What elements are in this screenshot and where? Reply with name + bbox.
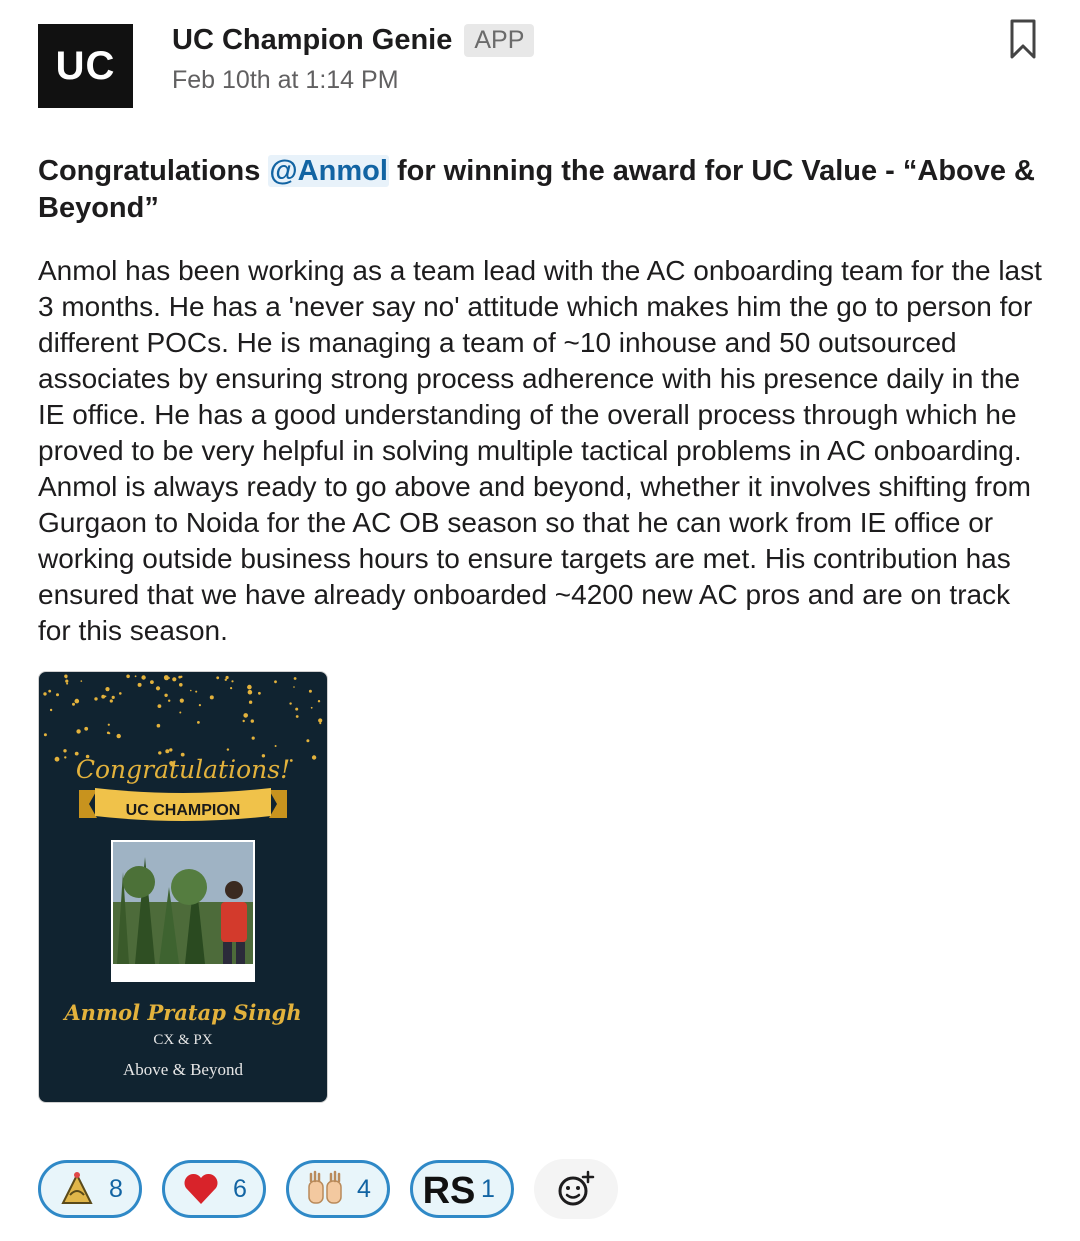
confetti-dot: [258, 692, 261, 695]
confetti-dot: [105, 696, 107, 698]
confetti-dot: [65, 676, 67, 678]
confetti-dot: [225, 679, 227, 681]
confetti-dot: [65, 680, 68, 683]
headline-suffix: for winning the award for UC Value - “Above & Beyond”: [38, 155, 1036, 224]
confetti-dot: [248, 690, 253, 695]
confetti-dot: [164, 675, 169, 680]
confetti-dot: [178, 676, 181, 679]
confetti-dot: [312, 755, 316, 759]
confetti-dot: [94, 697, 97, 700]
confetti-dot: [63, 749, 66, 752]
confetti-dot: [180, 699, 184, 703]
confetti-dot: [157, 724, 161, 728]
sender-name[interactable]: UC Champion Genie: [172, 24, 453, 56]
confetti-dot: [44, 733, 47, 736]
reaction-tada[interactable]: [38, 1160, 142, 1218]
raised-hands-icon: [305, 1169, 345, 1209]
rs-logo-text: RS: [422, 1170, 476, 1212]
confetti-dot: [55, 757, 60, 762]
confetti-dot: [251, 719, 254, 722]
confetti-dot: [101, 695, 105, 699]
confetti-dot: [56, 693, 59, 696]
confetti-dot: [50, 709, 52, 711]
add-emoji-icon: [556, 1169, 596, 1209]
confetti-dot: [190, 690, 192, 692]
confetti-dot: [296, 715, 299, 718]
confetti-dot: [72, 703, 75, 706]
message-headline: [38, 153, 1048, 227]
confetti-dot: [210, 695, 214, 699]
confetti-dot: [126, 675, 130, 679]
confetti-dot: [169, 748, 172, 751]
app-avatar[interactable]: [38, 24, 133, 108]
confetti-dot: [84, 727, 88, 731]
add-reaction-button[interactable]: [534, 1159, 618, 1219]
confetti-dot: [318, 718, 322, 722]
confetti-dot: [158, 704, 162, 708]
card-congrats-text: Congratulations!: [75, 755, 291, 784]
confetti-dot: [108, 724, 110, 726]
confetti-dots: [43, 675, 322, 766]
confetti-dot: [231, 680, 233, 682]
confetti-dot: [43, 692, 46, 695]
confetti-dot: [243, 713, 248, 718]
confetti-dot: [274, 680, 277, 683]
confetti-dot: [141, 675, 145, 679]
confetti-dot: [289, 702, 291, 704]
award-card-graphic: [39, 672, 327, 1102]
confetti-dot: [290, 759, 293, 762]
confetti-dot: [243, 720, 245, 722]
confetti-dot: [319, 722, 321, 724]
rs-logo-icon: [422, 1169, 476, 1212]
confetti-dot: [295, 708, 298, 711]
confetti-dot: [249, 701, 252, 704]
bookmark-icon[interactable]: [1008, 18, 1038, 60]
confetti-dot: [216, 676, 219, 679]
confetti-dot: [138, 683, 142, 687]
message-timestamp[interactable]: Feb 10th at 1:14 PM: [172, 66, 399, 94]
confetti-dot: [164, 694, 167, 697]
confetti-dot: [172, 677, 176, 681]
confetti-dot: [105, 687, 109, 691]
confetti-dot: [48, 690, 51, 693]
confetti-dot: [275, 745, 277, 747]
headline-prefix: Congratulations: [38, 155, 269, 187]
reaction-count: 4: [357, 1174, 371, 1203]
message-body: Anmol has been working as a team lead with the AC onboarding team for the last 3 months. He has a 'never say no' attitude which makes him the go to person for different POCs. He is managing a team of ~10 inhouse and 50 outsourced associates by ensuring strong process adherence with his presence daily in the IE office. He has a good understanding of the overall process through which he proved to be very helpful in solving multiple tactical problems in AC onboarding. Anmol is always ready to go above and beyond, whether it involves shifting from Gurgaon to Noida for the AC OB season so that he can work from IE office or working outside business hours to ensure targets are met. His contribution has ensured that we have already onboarded ~4200 new AC pros and are on track for this season.: [38, 255, 1042, 646]
message-header: [172, 24, 534, 57]
confetti-dot: [75, 699, 80, 704]
ribbon-text: UC CHAMPION: [125, 802, 241, 819]
tada-cap-icon: [57, 1169, 97, 1209]
confetti-dot: [179, 712, 181, 714]
confetti-dot: [117, 734, 121, 738]
confetti-dot: [227, 748, 229, 750]
person-head: [225, 881, 243, 899]
confetti-dot: [119, 692, 122, 695]
confetti-dot: [150, 680, 154, 684]
reaction-rs[interactable]: [410, 1160, 514, 1218]
confetti-dot: [318, 700, 320, 702]
confetti-dot: [230, 687, 232, 689]
confetti-dot: [195, 691, 197, 693]
heart-icon: [181, 1169, 221, 1209]
confetti-dot: [309, 690, 312, 693]
confetti-dot: [247, 685, 252, 690]
confetti-dot: [110, 699, 113, 702]
reaction-raised-hands[interactable]: [286, 1160, 390, 1218]
reaction-heart[interactable]: [162, 1160, 266, 1218]
confetti-dot: [107, 732, 110, 735]
confetti-dot: [294, 677, 297, 680]
confetti-dot: [76, 729, 80, 733]
reactions-bar: [38, 1159, 618, 1219]
confetti-dot: [168, 700, 170, 702]
card-value: Above & Beyond: [123, 1060, 243, 1079]
confetti-dot: [66, 683, 68, 685]
reaction-count: 6: [233, 1174, 247, 1203]
app-badge: APP: [464, 24, 534, 57]
avatar-text: UC: [55, 43, 116, 88]
confetti-dot: [165, 749, 169, 753]
confetti-dot: [179, 683, 183, 687]
card-name: Anmol Pratap Singh: [64, 1000, 302, 1025]
confetti-dot: [197, 721, 200, 724]
confetti-dot: [252, 737, 255, 740]
confetti-dot: [135, 675, 137, 677]
confetti-dot: [64, 756, 66, 758]
reaction-count: 1: [481, 1174, 495, 1203]
confetti-dot: [293, 686, 295, 688]
reaction-count: 8: [109, 1174, 123, 1203]
confetti-dot: [306, 739, 309, 742]
user-mention[interactable]: @Anmol: [269, 155, 388, 187]
award-card-image[interactable]: [38, 671, 328, 1103]
card-team: CX & PX: [153, 1032, 213, 1048]
confetti-dot: [156, 686, 160, 690]
confetti-dot: [112, 696, 115, 699]
confetti-dot: [81, 680, 83, 682]
confetti-dot: [311, 707, 313, 709]
confetti-dot: [199, 704, 201, 706]
person-shirt: [221, 902, 247, 942]
